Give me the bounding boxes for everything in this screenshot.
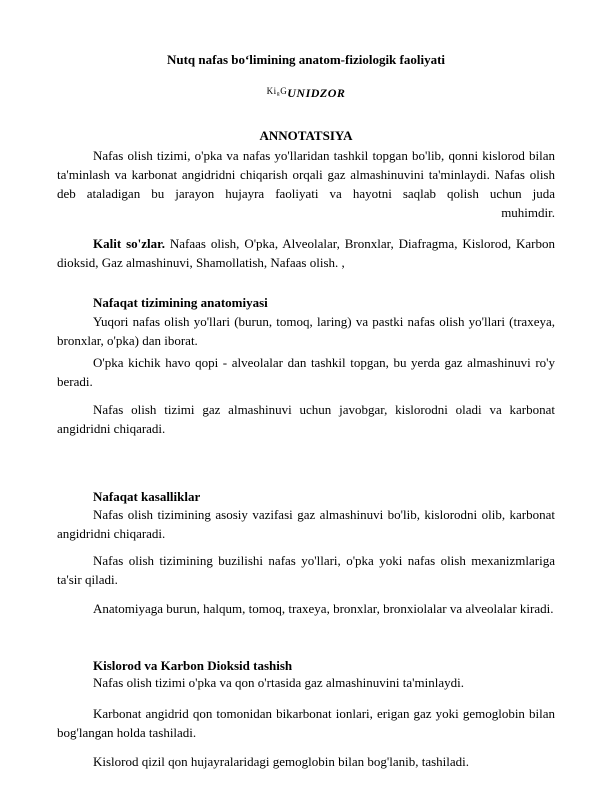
section-paragraph: Nafas olish tizimining asosiy vazifasi gaz almashinuvi bo'lib, kislorodni olib, karbonat angidridni chiqaradi.	[57, 507, 555, 541]
logo-prefix: Ki₈G	[266, 86, 288, 96]
section-paragraph: Nafas olish tizimi gaz almashinuvi uchun javobgar, kislorodni oladi va karbonat angidridni chiqaradi.	[57, 402, 555, 436]
section-heading-anatomy: Nafaqat tizimining anatomiyasi	[93, 295, 268, 310]
keywords-paragraph	[57, 234, 555, 272]
abstract-paragraph: Nafas olish tizimi, o'pka va nafas yo'llaridan tashkil topgan bo'lib, qonni kislorod bilan ta'minlash va karbonat angidridni chiqarish orqali gaz almashinuvini ta'minlaydi. Nafas olish deb ataladigan bu jarayon hujayra faoliyati va hayotni saqlab qolish uchun juda	[57, 148, 555, 201]
keywords-list: Nafaas olish, O'pka, Alveolalar, Bronxlar, Diafragma, Kislorod, Karbon dioksid, Gaz almashinuvi, Shamollatish, Nafaas olish. ,	[57, 236, 555, 270]
section-paragraph: Karbonat angidrid qon tomonidan bikarbonat ionlari, erigan gaz yoki gemoglobin bilan bog'langan holda tashiladi.	[57, 706, 555, 740]
section-heading-gas-transport: Kislorod va Karbon Dioksid tashish	[93, 658, 293, 673]
abstract-heading: ANNOTATSIYA	[259, 128, 353, 143]
section-heading-diseases: Nafaqat kasalliklar	[93, 489, 201, 504]
logo-text: UNIDZOR	[287, 86, 346, 100]
section-paragraph: Kislorod qizil qon hujayralaridagi gemoglobin bilan bog'lanib, tashiladi.	[93, 754, 470, 769]
author-logo	[57, 86, 555, 101]
keywords-label: Kalit so'zlar.	[93, 236, 165, 251]
abstract-paragraph-end: muhimdir.	[501, 205, 555, 220]
section-paragraph: Nafas olish tizimi o'pka va qon o'rtasida gaz almashinuvini ta'minlaydi.	[93, 675, 464, 690]
section-paragraph: Anatomiyaga burun, halqum, tomoq, traxeya, bronxlar, bronxiolalar va alveolalar kiradi.	[93, 601, 554, 616]
document-title: Nutq nafas bo‘limining anatom-fiziologik faoliyati	[166, 52, 446, 67]
section-paragraph: O'pka kichik havo qopi - alveolalar dan tashkil topgan, bu yerda gaz almashinuvi ro'y beradi.	[57, 355, 555, 389]
section-paragraph: Nafas olish tizimining buzilishi nafas yo'llari, o'pka yoki nafas olish mexanizmlariga ta'sir qiladi.	[57, 553, 555, 587]
section-paragraph: Yuqori nafas olish yo'llari (burun, tomoq, laring) va pastki nafas olish yo'llari (traxeya, bronxlar, o'pka) dan iborat.	[57, 314, 555, 348]
